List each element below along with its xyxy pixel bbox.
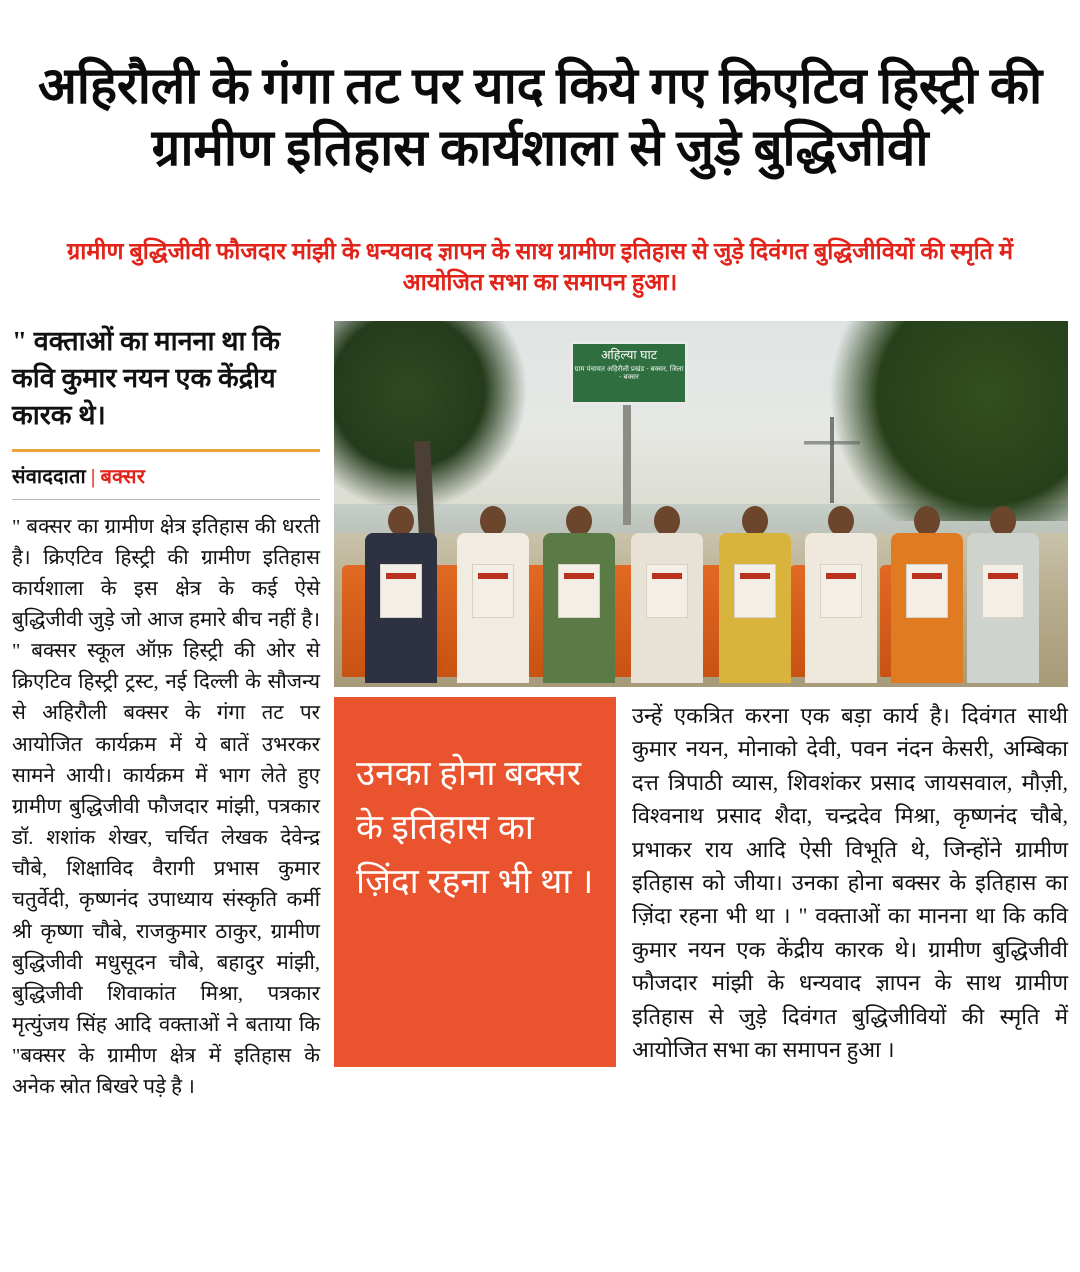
book-held	[906, 564, 948, 618]
byline-role: संवाददाता	[12, 465, 86, 488]
divider-grey	[12, 499, 320, 500]
person-head	[388, 506, 414, 536]
person	[456, 506, 530, 683]
person-head	[480, 506, 506, 536]
signboard-subtitle: ग्राम पंचायत अहिरौली प्रखंड - बक्सर, जिला - बक्सर	[574, 366, 684, 382]
person	[542, 506, 616, 683]
person-head	[566, 506, 592, 536]
ghat-signboard	[570, 341, 688, 405]
book-held	[646, 564, 688, 618]
right-column	[334, 321, 1068, 1104]
book-held	[820, 564, 862, 618]
person	[630, 506, 704, 683]
byline-separator: |	[90, 465, 96, 488]
person	[718, 506, 792, 683]
person	[364, 506, 438, 683]
person-head	[914, 506, 940, 536]
person	[890, 506, 964, 683]
article-body	[12, 321, 1068, 1104]
tree-foliage-left-icon	[334, 321, 534, 505]
lower-section	[334, 697, 1068, 1067]
book-held	[472, 564, 514, 618]
news-clipping-page	[0, 34, 1080, 1272]
person-head	[990, 506, 1016, 536]
highlight-quote-box: उनका होना बक्सर के इतिहास का ज़िंदा रहना भी था ।	[334, 697, 616, 1067]
story-text-left: " बक्सर का ग्रामीण क्षेत्र इतिहास की धरती है। क्रिएटिव हिस्ट्री की ग्रामीण इतिहास कार्यशाला के इस क्षेत्र के कई ऐसे बुद्धिजीवी जुड़े जो आज हमारे बीच नहीं है। " बक्सर स्कूल ऑफ़ हिस्ट्री की ओर से क्रिएटिव हिस्ट्री ट्रस्ट, नई दिल्ली के सौजन्य से अहिरौली बक्सर के गंगा तट पर आयोजित कार्यक्रम में ये बातें उभरकर सामने आयी। कार्यक्रम में भाग लेते हुए ग्रामीण बुद्धिजीवी फौजदार मांझी, पत्रकार डॉ. शशांक शेखर, चर्चित लेखक देवेन्द्र चौबे, शिक्षाविद वैरागी प्रभास कुमार चतुर्वेदी, कृष्णनंद उपाध्याय संस्कृति कर्मी श्री कृष्णा चौबे, राजकुमार ठाकुर, ग्रामीण बुद्धिजीवी मधुसूदन चौबे, बहादुर मांझी, बुद्धिजीवी शिवाकांत मिश्रा, पत्रकार मृत्युंजय सिंह आदि वक्ताओं ने बताया कि "बक्सर के ग्रामीण क्षेत्र में इतिहास के अनेक स्रोत बिखरे पड़े है ।	[12, 515, 320, 1099]
page-title: अहिरौली के गंगा तट पर याद किये गए क्रिएटिव हिस्ट्री की ग्रामीण इतिहास कार्यशाला से जुड़े बुद्धिजीवी	[37, 59, 1043, 178]
subheadline: ग्रामीण बुद्धिजीवी फौजदार मांझी के धन्यवाद ज्ञापन के साथ ग्रामीण इतिहास से जुड़े दिवंगत बुद्धिजीवियों की स्मृति में आयोजित सभा का समापन हुआ।	[66, 238, 1013, 296]
divider-orange	[12, 449, 320, 452]
byline-place: बक्सर	[100, 465, 146, 488]
signboard-title: अहिल्या घाट	[600, 347, 658, 362]
book-held	[982, 564, 1024, 618]
story-text-right: उन्हें एकत्रित करना एक बड़ा कार्य है। दिवंगत साथी कुमार नयन, मोनाको देवी, पवन नंदन केसरी, अम्बिका दत्त त्रिपाठी व्यास, शिवशंकर प्रसाद जायसवाल, मौज़ी, विश्वनाथ प्रसाद शैदा, चन्द्रदेव मिश्रा, कृष्णनंद चौबे, प्रभाकर राय आदि ऐसी विभूति थे, जिन्होंने ग्रामीण इतिहास को जीया। उनका होना बक्सर के इतिहास का ज़िंदा रहना भी था । " वक्ताओं का मानना था कि कवि कुमार नयन एक केंद्रीय कारक थे। ग्रामीण बुद्धिजीवी फौजदार मांझी के धन्यवाद ज्ञापन के साथ ग्रामीण इतिहास से जुड़े दिवंगत बुद्धिजीवियों की स्मृति में आयोजित सभा का समापन हुआ ।	[632, 702, 1068, 1063]
person	[804, 506, 878, 683]
left-column	[12, 321, 334, 1104]
electric-pylon	[804, 417, 860, 503]
book-held	[380, 564, 422, 618]
person-head	[654, 506, 680, 536]
person-head	[828, 506, 854, 536]
book-held	[558, 564, 600, 618]
news-photo	[334, 321, 1068, 687]
byline	[12, 462, 320, 489]
person	[966, 506, 1040, 683]
book-held	[734, 564, 776, 618]
pull-quote: " वक्ताओं का मानना था कि कवि कुमार नयन एक केंद्रीय कारक थे।	[12, 325, 281, 431]
person-head	[742, 506, 768, 536]
